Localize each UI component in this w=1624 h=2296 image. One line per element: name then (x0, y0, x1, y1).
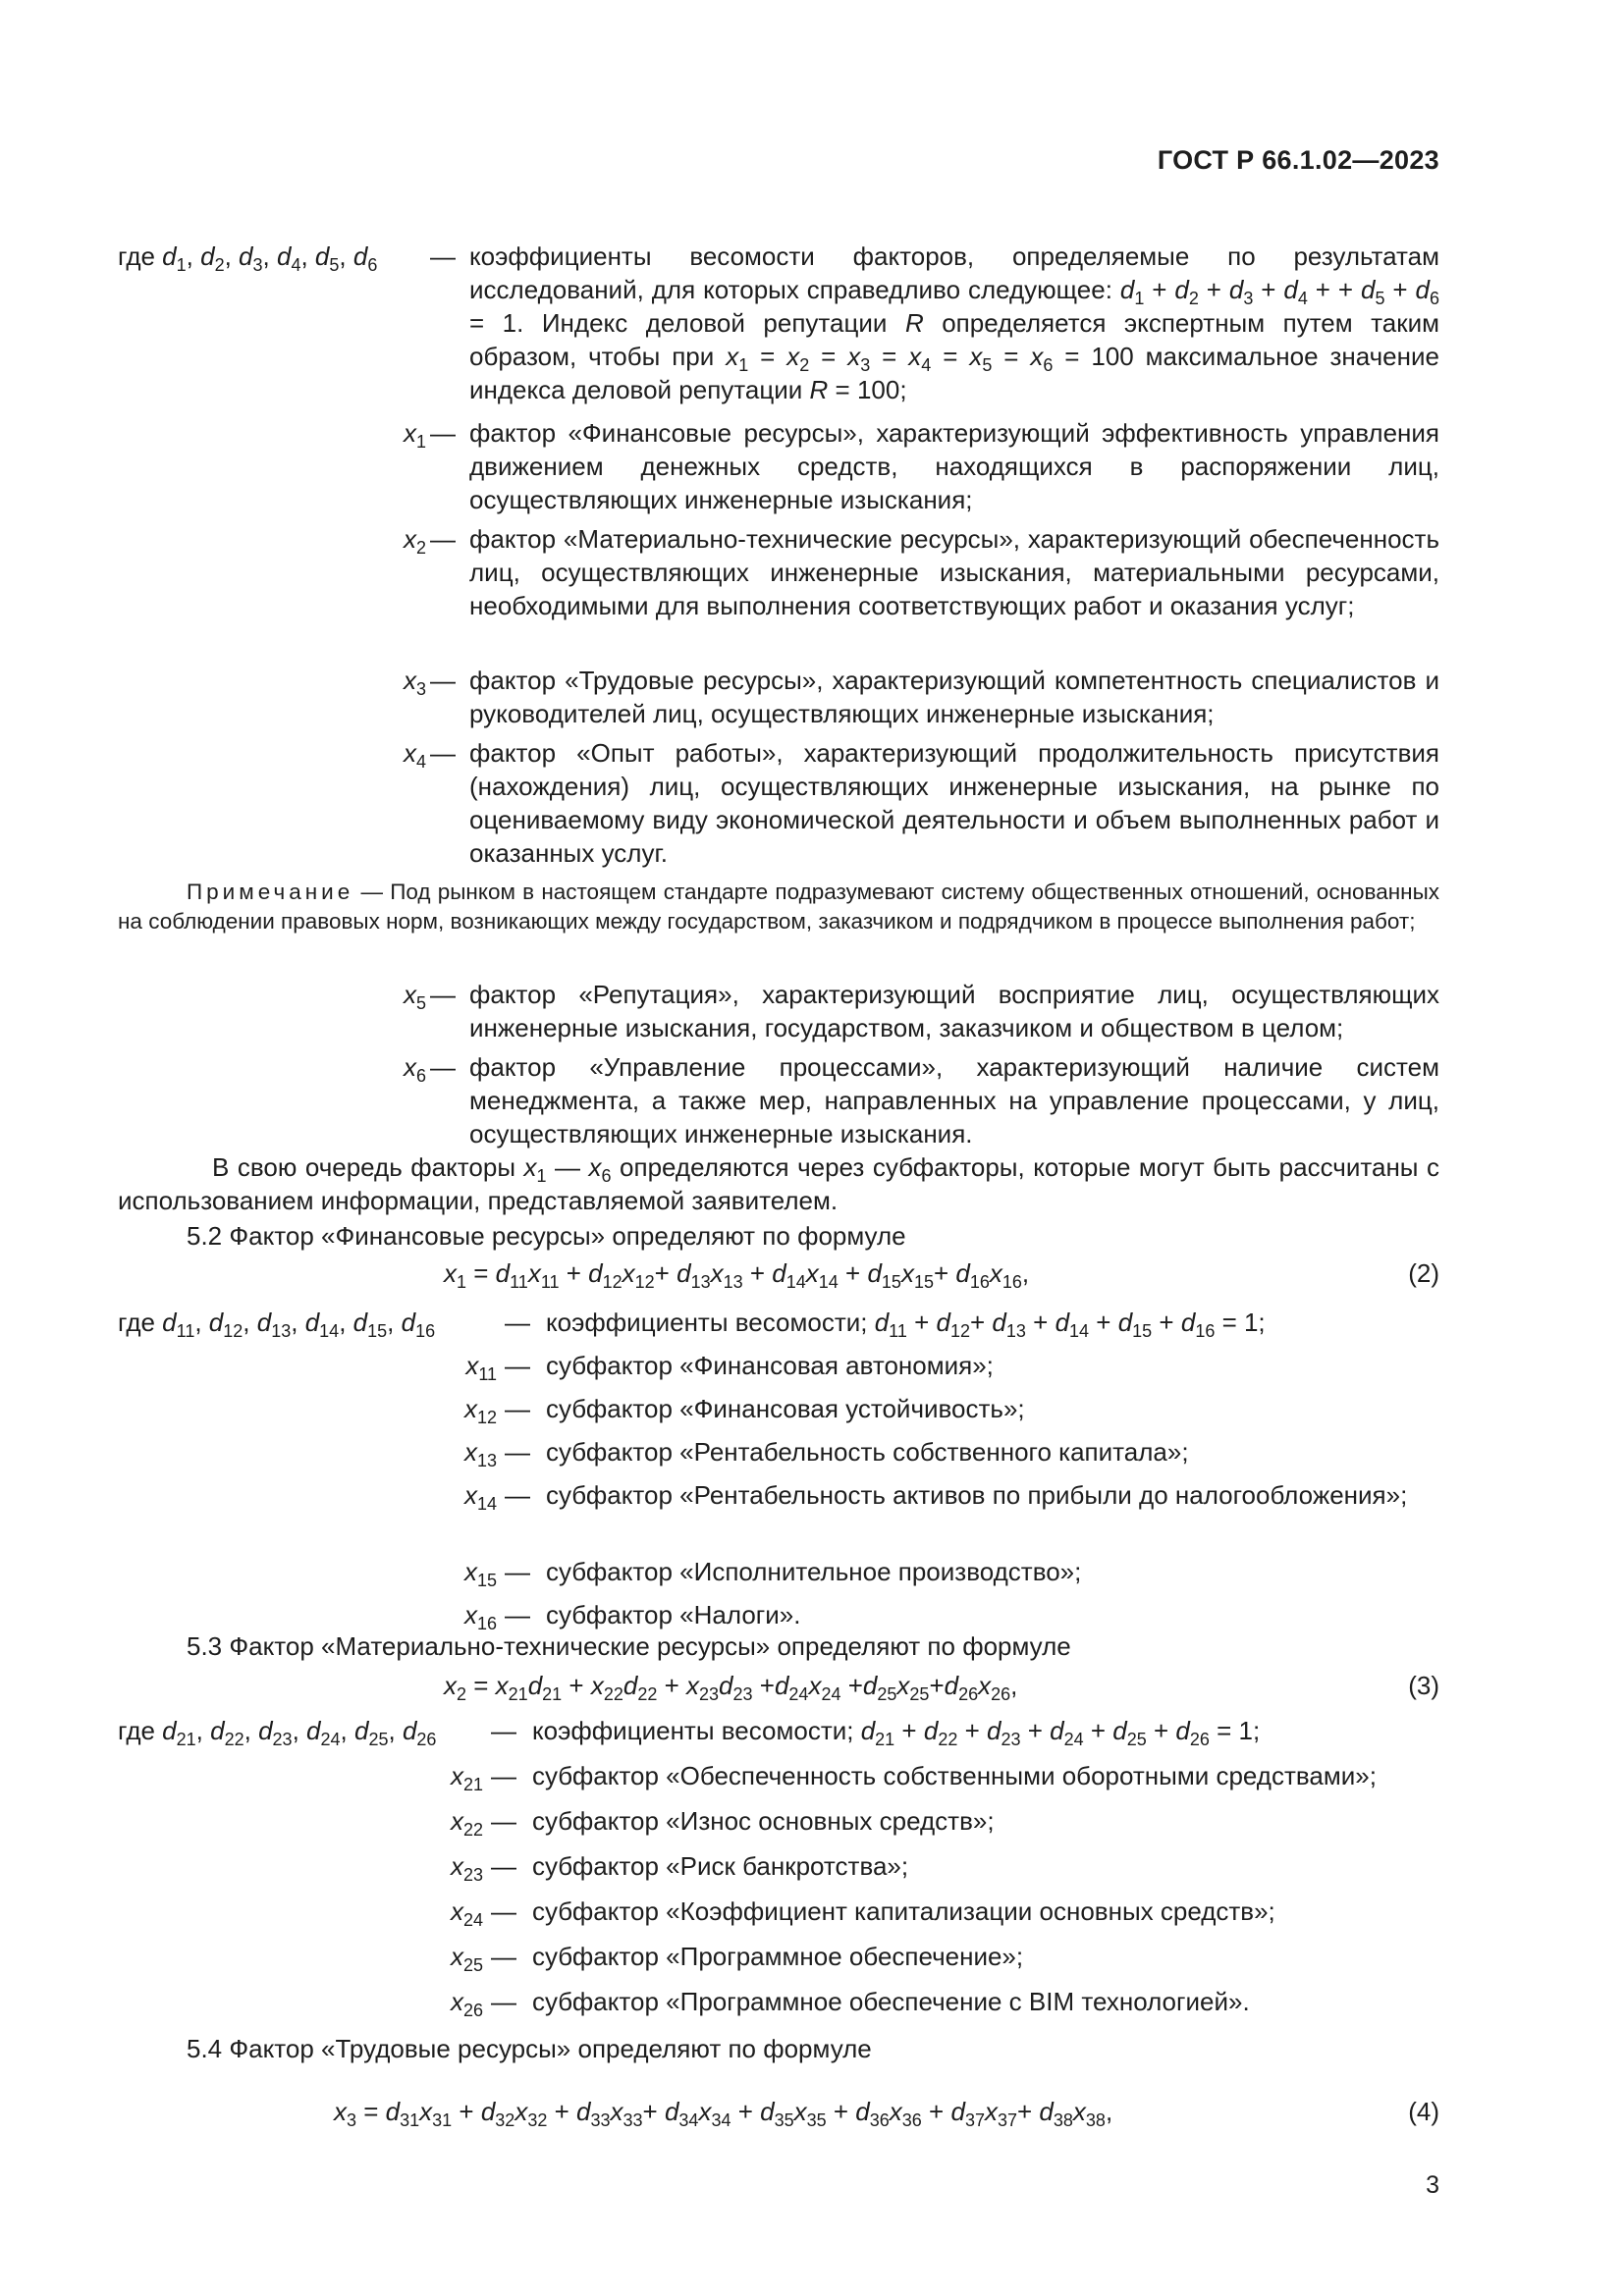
definition-dash: — (430, 418, 456, 448)
section-5-4-heading: 5.4 Фактор «Трудовые ресурсы» определяют по формуле (187, 2034, 872, 2063)
note-text: — Под рынком в настоящем стандарте подразумевают систему общественных отношений, основанных на соблюдении правовых норм, возникающих между государством, заказчиком и подрядчиком в процессе выполнения работ; (118, 880, 1439, 934)
var-x12: $x_{12}$ (463, 1394, 497, 1427)
definition-dash: — (505, 1480, 530, 1510)
definition-dash: — (505, 1351, 530, 1380)
formula-2: $x_1 = d_{11}x_{11} + d_{12}x_{12}+ d_{13}x_{13} + d_{14}x_{14} + d_{15}x_{15}+ d_{16}x_{16}$, (444, 1258, 1030, 1292)
section-5-3-heading: 5.3 Фактор «Материально-технические ресурсы» определяют по формуле (187, 1631, 1071, 1661)
subfactor-x23: субфактор «Риск банкротства»; (532, 1851, 909, 1881)
var-x21: $x_{21}$ (450, 1761, 483, 1794)
subfactor-x26: субфактор «Программное обеспечение с BIM технологией». (532, 1987, 1250, 2016)
definition-d1x-weights: коэффициенты весомости; $d_{11} + d_{12}+ d_{13} + d_{14} + d_{15} + d_{16} = 1$; (546, 1308, 1266, 1341)
definition-dash: — (491, 1761, 516, 1790)
definition-dash: — (491, 1987, 516, 2016)
definition-d-weights: коэффициенты весомости факторов, определяемые по результатам исследований, для которых справедливо следующее: $d_1 + d_2 + d_3 + d_4$ + + $d_5 + d_6 = 1$. Индекс деловой репутации R определяется экспертным путем таким образом, чтобы при $x_1 = x_2 = x_3 = x_4 = x_5 = x_6 = 100$ максимальное значение индекса деловой репутации R = 100; (469, 241, 1439, 404)
subfactor-x25: субфактор «Программное обеспечение»; (532, 1942, 1024, 1971)
definition-x6: фактор «Управление процессами», характеризующий наличие систем менеджмента, а также мер, направленных на управление процессами, у лиц, осуществляющих инженерные изыскания. (469, 1052, 1439, 1148)
formula-4: $x_3 = d_{31}x_{31} + d_{32}x_{32} + d_{33}x_{33}+ d_{34}x_{34} + d_{35}x_{35} + d_{36}x_{36} + d_{37}x_{37}+ d_{38}x_{38}$, (334, 2097, 1113, 2130)
definition-x5: фактор «Репутация», характеризующий восприятие лиц, осуществляющих инженерные изыскания, государством, заказчиком и обществом в целом; (469, 980, 1439, 1042)
var-x22: $x_{22}$ (450, 1806, 483, 1840)
definition-dash: — (430, 738, 456, 768)
definition-lead-d2x: где $d_{21}$, $d_{22}$, $d_{23}$, $d_{24}$, $d_{25}$, $d_{26}$ (118, 1716, 437, 1749)
definition-dash: — (505, 1308, 530, 1337)
definition-dash: — (430, 666, 456, 695)
definition-dash: — (505, 1437, 530, 1467)
definition-var-x5: $x_5$ (403, 980, 426, 1013)
definition-lead-d1x: где $d_{11}$, $d_{12}$, $d_{13}$, $d_{14}$, $d_{15}$, $d_{16}$ (118, 1308, 436, 1341)
var-x26: $x_{26}$ (450, 1987, 483, 2020)
definition-var-x2: $x_2$ (403, 524, 426, 558)
subfactor-x15: субфактор «Исполнительное производство»; (546, 1557, 1082, 1586)
definition-dash: — (430, 1052, 456, 1082)
var-x23: $x_{23}$ (450, 1851, 483, 1885)
equation-number-4: (4) (1408, 2097, 1439, 2126)
definition-dash: — (430, 241, 456, 271)
definition-dash: — (491, 1942, 516, 1971)
definition-var-x3: $x_3$ (403, 666, 426, 699)
document-id: ГОСТ Р 66.1.02—2023 (1157, 145, 1439, 175)
page-number: 3 (1426, 2171, 1439, 2199)
paragraph-subfactors: В свою очередь факторы $x_1$ — $x_6$ определяются через субфакторы, которые могут быть рассчитаны с использованием информации, представляемой заявителем. (118, 1152, 1439, 1215)
var-x13: $x_{13}$ (463, 1437, 497, 1470)
definition-var-x4: $x_4$ (403, 738, 426, 772)
var-x24: $x_{24}$ (450, 1896, 483, 1930)
definition-dash: — (505, 1394, 530, 1423)
equation-number-3: (3) (1408, 1671, 1439, 1700)
subfactor-x16: субфактор «Налоги». (546, 1600, 801, 1629)
definition-x1: фактор «Финансовые ресурсы», характеризующий эффективность управления движением денежных средств, находящихся в распоряжении лиц, осуществляющих инженерные изыскания; (469, 418, 1439, 514)
subfactor-x12: субфактор «Финансовая устойчивость»; (546, 1394, 1025, 1423)
subfactor-x24: субфактор «Коэффициент капитализации основных средств»; (532, 1896, 1275, 1926)
subfactor-x13: субфактор «Рентабельность собственного капитала»; (546, 1437, 1189, 1467)
var-x16: $x_{16}$ (463, 1600, 497, 1633)
definition-dash: — (491, 1716, 516, 1745)
definition-x3: фактор «Трудовые ресурсы», характеризующий компетентность специалистов и руководителей лиц, осуществляющих инженерные изыскания; (469, 666, 1439, 728)
subfactor-x21: субфактор «Обеспеченность собственными оборотными средствами»; (532, 1761, 1377, 1790)
note (118, 878, 1439, 936)
definition-dash: — (491, 1851, 516, 1881)
definition-d2x-weights: коэффициенты весомости; $d_{21} + d_{22} + d_{23} + d_{24} + d_{25} + d_{26} = 1$; (532, 1716, 1261, 1749)
definition-dash: — (430, 524, 456, 554)
var-x14: $x_{14}$ (463, 1480, 497, 1514)
definition-dash: — (491, 1896, 516, 1926)
section-5-2-heading: 5.2 Фактор «Финансовые ресурсы» определяют по формуле (187, 1221, 906, 1251)
var-x11: $x_{11}$ (465, 1351, 497, 1384)
note-label: Примечание (187, 880, 354, 904)
subfactor-x22: субфактор «Износ основных средств»; (532, 1806, 995, 1836)
definition-dash: — (430, 980, 456, 1009)
definition-dash: — (505, 1600, 530, 1629)
definition-var-x1: $x_1$ (403, 418, 426, 452)
subfactor-x11: субфактор «Финансовая автономия»; (546, 1351, 994, 1380)
definition-x2: фактор «Материально-технические ресурсы», характеризующий обеспеченность лиц, осуществляющих инженерные изыскания, материальными ресурсами, необходимыми для выполнения соответствующих работ и оказания услуг; (469, 524, 1439, 620)
definition-dash: — (505, 1557, 530, 1586)
subfactor-x14: субфактор «Рентабельность активов по прибыли до налогообложения»; (546, 1480, 1408, 1510)
var-x15: $x_{15}$ (463, 1557, 497, 1590)
definition-lead-d: где $d_1$, $d_2$, $d_3$, $d_4$, $d_5$, $d_6$ (118, 241, 378, 275)
definition-x4: фактор «Опыт работы», характеризующий продолжительность присутствия (нахождения) лиц, осуществляющих инженерные изыскания, на рынке по оцениваемому виду экономической деятельности и объем выполненных работ и оказанных услуг. (469, 738, 1439, 868)
definition-var-x6: $x_6$ (403, 1052, 426, 1086)
formula-3: $x_2 = x_{21}d_{21} + x_{22}d_{22} + x_{23}d_{23} +d_{24}x_{24} +d_{25}x_{25}+d_{26}x_{26}$, (444, 1671, 1018, 1704)
definition-dash: — (491, 1806, 516, 1836)
var-x25: $x_{25}$ (450, 1942, 483, 1975)
equation-number-2: (2) (1408, 1258, 1439, 1288)
